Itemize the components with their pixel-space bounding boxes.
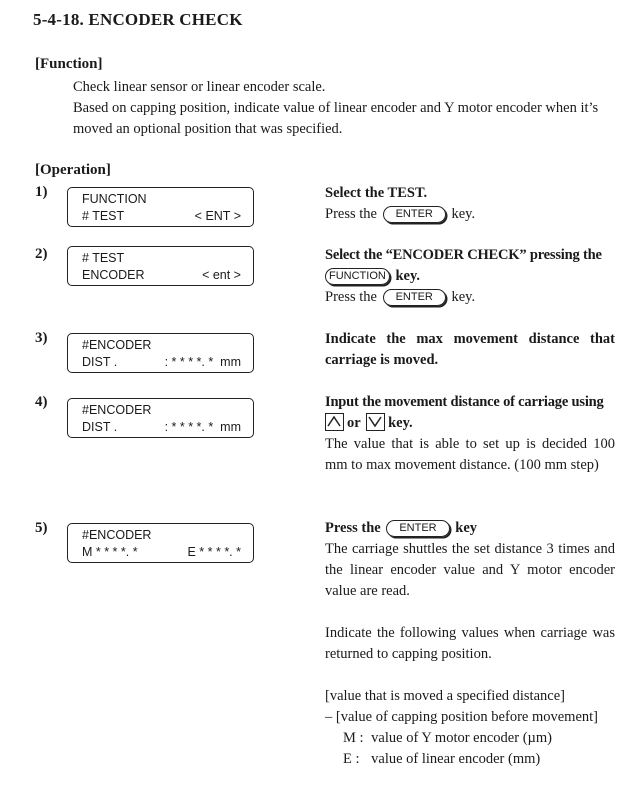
step-2-function-line <box>325 266 615 287</box>
enter-key-icon: ENTER <box>386 520 449 537</box>
lcd-line-1: #ENCODER <box>82 528 152 542</box>
e-value-line <box>325 749 615 770</box>
step-1-lcd-display <box>67 187 254 227</box>
lcd-line-2: ENCODER <box>82 268 145 282</box>
page-title: 5-4-18. ENCODER CHECK <box>33 10 243 29</box>
key-suffix: key. <box>451 206 476 222</box>
step-2-lcd-display <box>67 246 254 286</box>
step-1-title: Select the TEST. <box>325 185 428 201</box>
step-1-instruction <box>325 183 615 225</box>
m-text: value of Y motor encoder (µm) <box>371 730 552 746</box>
lcd-line-2-right: : * * * *. * mm <box>164 420 241 434</box>
function-heading: [Function] <box>35 56 103 72</box>
lcd-line-1: #ENCODER <box>82 338 152 352</box>
formula-line-1: [value that is moved a specified distance] <box>325 688 565 704</box>
step-4-lcd-display <box>67 398 254 438</box>
m-value-line <box>325 728 615 749</box>
func-key-suffix: key. <box>395 268 421 284</box>
step-1-number: 1) <box>35 184 48 200</box>
step-5-instruction <box>325 518 615 770</box>
step-2-instruction <box>325 245 615 308</box>
step-5-description-1: The carriage shuttles the set distance 3 times and the linear encoder value and Y motor encoder value are read. <box>325 541 615 599</box>
function-line-3: moved an optional position that was specified. <box>73 121 343 137</box>
step-5-press-line <box>325 518 615 539</box>
operation-heading: [Operation] <box>35 162 111 178</box>
function-description <box>73 77 618 140</box>
lcd-line-1: #ENCODER <box>82 403 152 417</box>
step-4-description: The value that is able to set up is decided 100 mm to max movement distance. (100 mm step) <box>325 436 615 473</box>
down-arrow-key-icon <box>366 413 385 431</box>
step-2-title: Select the “ENCODER CHECK” pressing the <box>325 247 602 263</box>
formula-line-2: – [value of capping position before movement] <box>325 709 599 725</box>
step-4-arrow-line <box>325 413 615 434</box>
step-5-description-2: Indicate the following values when carriage was returned to capping position. <box>325 625 615 662</box>
step-2-number: 2) <box>35 246 48 262</box>
enter-key-icon: ENTER <box>383 206 446 223</box>
step-2-press-line <box>325 287 615 308</box>
lcd-line-2-right: < ENT > <box>194 209 241 223</box>
up-arrow-key-icon <box>325 413 344 431</box>
lcd-line-2: DIST . <box>82 355 118 369</box>
lcd-line-2-right: < ent > <box>202 268 241 282</box>
m-label: M : <box>343 730 364 746</box>
lcd-line-2-right: : * * * *. * mm <box>164 355 241 369</box>
e-text: value of linear encoder (mm) <box>371 751 541 767</box>
e-label: E : <box>343 751 360 767</box>
step-3-lcd-display <box>67 333 254 373</box>
function-line-1: Check linear sensor or linear encoder scale. <box>73 79 326 95</box>
lcd-line-2: DIST . <box>82 420 118 434</box>
arrow-suffix: key. <box>388 415 413 431</box>
step-3-number: 3) <box>35 330 48 346</box>
step-5-lcd-display <box>67 523 254 563</box>
step-4-number: 4) <box>35 394 48 410</box>
function-key-icon: FUNCTION <box>325 268 390 285</box>
lcd-line-1: # TEST <box>82 251 125 265</box>
lcd-line-2: M * * * *. * <box>82 545 138 559</box>
press-text: Press the <box>325 289 377 305</box>
step-1-press-line <box>325 204 615 225</box>
step-4-title: Input the movement distance of carriage using <box>325 394 604 410</box>
press-text: Press the <box>325 520 381 536</box>
function-line-2: Based on capping position, indicate value of linear encoder and Y motor encoder when it’s <box>73 100 599 116</box>
enter-key-icon: ENTER <box>383 289 446 306</box>
press-text: Press the <box>325 206 377 222</box>
step-3-instruction: Indicate the max movement distance that carriage is moved. <box>325 331 615 368</box>
step-5-number: 5) <box>35 520 48 536</box>
key-suffix: key. <box>451 289 476 305</box>
lcd-line-2: # TEST <box>82 209 125 223</box>
step-4-instruction <box>325 392 615 476</box>
lcd-line-2-right: E * * * *. * <box>187 545 241 559</box>
key-suffix: key <box>455 520 477 536</box>
or-text: or <box>347 415 361 431</box>
lcd-line-1: FUNCTION <box>82 192 147 206</box>
